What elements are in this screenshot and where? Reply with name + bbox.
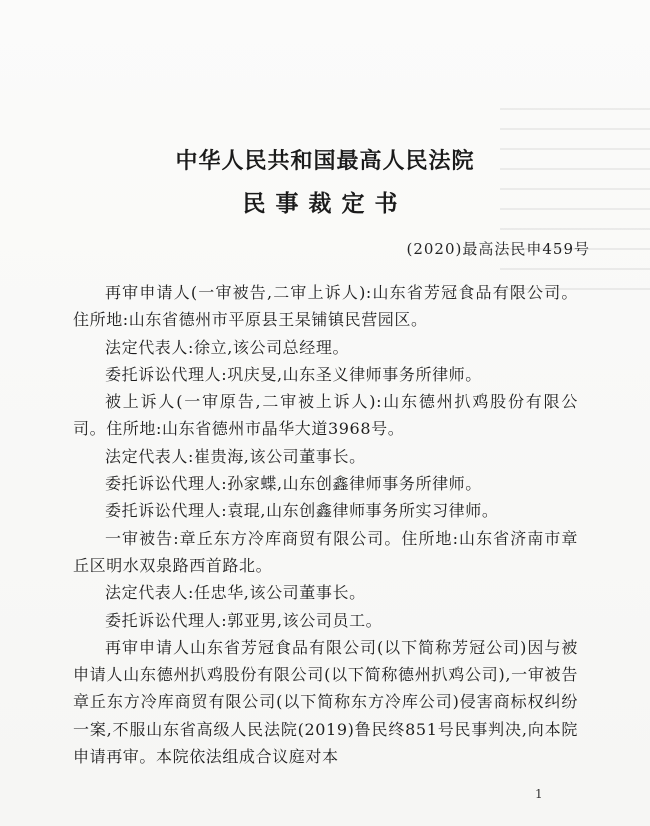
paragraph-respondent: 被上诉人(一审原告,二审被上诉人):山东德州扒鸡股份有限公司。住所地:山东省德州市晶华大道3968号。 [73,392,578,439]
paragraph-applicant: 再审申请人(一审被告,二审上诉人):山东省芳冠食品有限公司。住所地:山东省德州市平原县王杲铺镇民营园区。 [73,283,578,330]
paragraph-first-instance-defendant: 一审被告:章丘东方冷库商贸有限公司。住所地:山东省济南市章丘区明水双泉路西首路北。 [73,528,578,575]
paragraph-defendant-agent: 委托诉讼代理人:郭亚男,该公司员工。 [105,610,383,630]
paragraph-respondent-representative: 法定代表人:崔贵海,该公司董事长。 [105,446,366,466]
paragraph-respondent-agent-2: 委托诉讼代理人:袁琨,山东创鑫律师事务所实习律师。 [105,501,499,521]
paragraph-applicant-representative: 法定代表人:徐立,该公司总经理。 [105,337,350,357]
paragraph-applicant-agent: 委托诉讼代理人:巩庆旻,山东圣义律师事务所律师。 [105,364,482,384]
document-body [73,279,578,770]
case-number: (2020)最高法民申459号 [406,240,590,258]
paragraph-defendant-representative: 法定代表人:任忠华,该公司董事长。 [105,583,366,603]
page-number: 1 [535,787,543,801]
court-name-title: 中华人民共和国最高人民法院 [175,148,475,174]
document-type-subtitle: 民事裁定书 [242,190,408,217]
paragraph-case-summary: 再审申请人山东省芳冠食品有限公司(以下简称芳冠公司)因与被申请人山东德州扒鸡股份有限公司(以下简称德州扒鸡公司),一审被告章丘东方冷库商贸有限公司(以下简称东方冷库公司)侵害商标权纠纷一案,不服山东省高级人民法院(2019)鲁民终851号民事判决,向本院申请再审。本院依法组成合议庭对本 [73,637,578,767]
paragraph-respondent-agent-1: 委托诉讼代理人:孙家蝶,山东创鑫律师事务所律师。 [105,474,482,494]
